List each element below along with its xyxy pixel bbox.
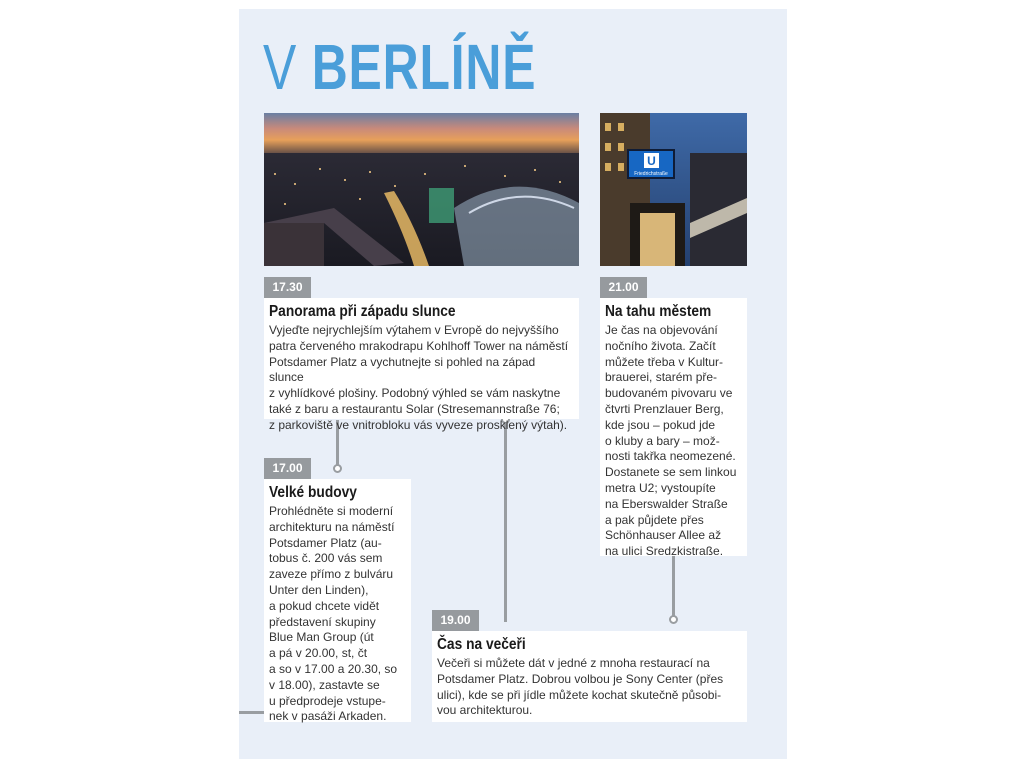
entry-city <box>600 298 747 559</box>
connector-dot <box>669 615 678 624</box>
time-badge: 21.00 <box>600 277 647 298</box>
entry-text: Prohlédněte si moderní architekturu na náměstí Potsdamer Platz (au- tobus č. 200 vás sem zaveze přímo z bulváru Unter den Linden), a pokud chcete vidět představení skupiny Blue Man Group (út a pá v 20.00, st, čt a so v 17.00 a 20.30, so v 18.00), zastavte se u předprodeje vstupe- nek v pasáži Arkaden. <box>269 504 398 724</box>
entry-heading: Panorama při západu slunce <box>269 303 456 320</box>
title-prefix: V <box>263 31 298 103</box>
time-badge: 19.00 <box>432 610 479 631</box>
title-main: BERLÍNĚ <box>311 31 537 103</box>
time-badge: 17.30 <box>264 277 311 298</box>
u-bahn-sign-letter: U <box>647 154 656 168</box>
connector-dot <box>333 464 342 473</box>
entry-buildings <box>264 479 411 722</box>
u-bahn-sign-station: Friedrichstraße <box>634 171 668 177</box>
time-badge: 17.00 <box>264 458 311 479</box>
entry-text: Vyjeďte nejrychlejším výtahem v Evropě do nejvyššího patra červeného mrakodrapu Kohlhoff Tower na náměstí Potsdamer Platz a vychutnejte si pohled na západ slunce z vyhlídkové plošiny. Podobný výhled se vám naskytne také z baru a restaurantu Solar (Stresemannstraße 76; z parkoviště ve vnitrobloku vás vyveze prosklený výtah). <box>269 323 569 432</box>
u-bahn-entrance-photo <box>600 113 747 266</box>
connector-line <box>239 711 265 714</box>
entry-text: Je čas na objevování nočního života. Začít můžete třeba v Kultur- brauerei, starém pře- budovaném pivovaru ve čtvrti Prenzlauer Berg, kde jsou – pokud jde o kluby a bary – mož- nosti takřka neomezené. Dostanete se sem linkou metra U2; vystoupíte na Eberswalder Straße a pak půjdete přes Schönhauser Allee až na ulici Sredzkistraße. <box>605 323 737 559</box>
entry-text: Večeři si můžete dát v jedné z mnoha restaurací na Potsdamer Platz. Dobrou volbou je Sony Center (přes ulici), kde se při jídle můžete kochat skutečně působi- vou architekturou. <box>437 656 724 718</box>
entry-heading: Velké budovy <box>269 484 357 501</box>
page-title <box>263 22 536 112</box>
entry-dinner <box>432 631 747 722</box>
berlin-skyline-photo <box>264 113 579 266</box>
entry-heading: Čas na večeři <box>437 636 526 653</box>
entry-panorama <box>264 298 579 432</box>
connector-line <box>504 419 507 622</box>
entry-heading: Na tahu městem <box>605 303 712 320</box>
connector-line <box>672 556 675 621</box>
